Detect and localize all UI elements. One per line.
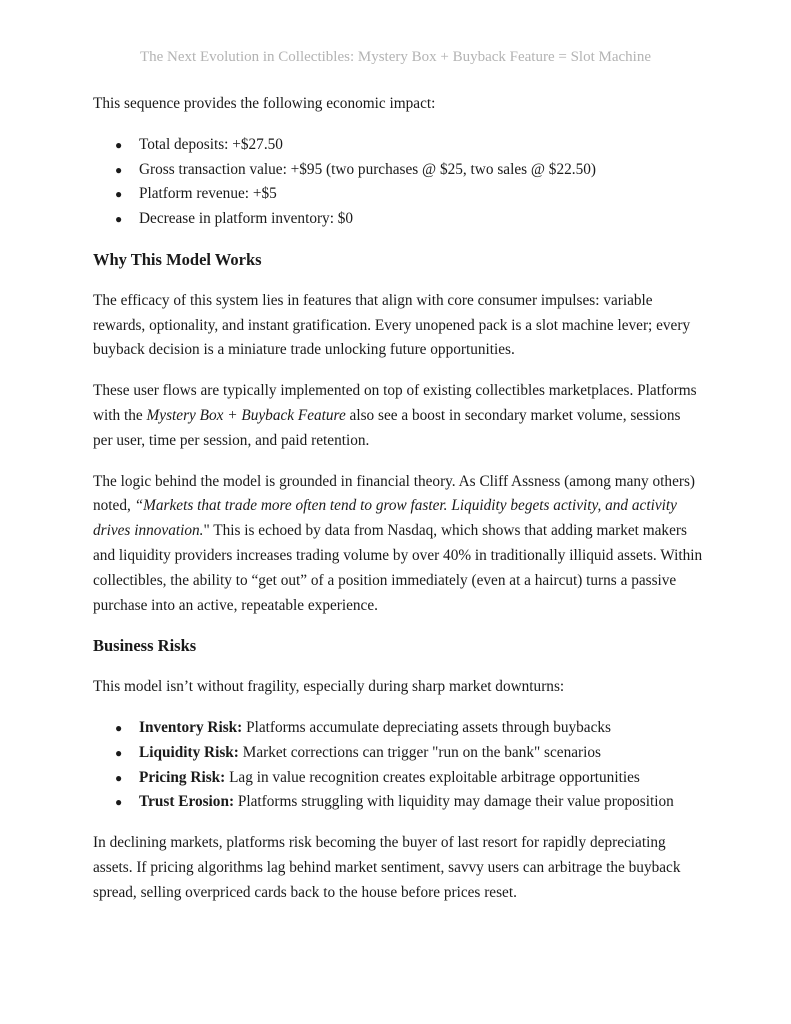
list-item: ● Total deposits: +$27.50 [93, 133, 703, 158]
economic-impact-intro: This sequence provides the following economic impact: [93, 95, 436, 112]
paragraph-declining-markets: In declining markets, platforms risk becoming the buyer of last resort for rapidly depreciating assets. If pricing algorithms lag behind market sentiment, savvy users can arbitrage the buyback spread, selling overpriced cards back to the house before prices reset. [93, 834, 681, 901]
list-item [93, 741, 703, 766]
risk-label: Liquidity Risk: [139, 743, 239, 761]
risk-label: Inventory Risk: [139, 718, 243, 736]
paragraph-user-flows [93, 379, 703, 453]
section-heading-why-model-works: Why This Model Works [93, 249, 262, 269]
feature-name-emphasis: Mystery Box + Buyback Feature [146, 406, 346, 424]
risk-text: Platforms struggling with liquidity may damage their value proposition [234, 793, 674, 811]
quote-emphasis: “Markets that trade more often tend to grow faster. Liquidity begets activity, and activity drives innovation. [93, 497, 677, 540]
text-span: These user flows are typically implemented on top of existing collectibles marketplaces. Platforms with the [93, 382, 697, 424]
paragraph-efficacy: The efficacy of this system lies in features that align with core consumer impulses: variable rewards, optionality, and instant gratification. Every unopened pack is a slot machine lever; every buyback decision is a miniature trade unlocking future opportunities. [93, 291, 691, 359]
page-header: The Next Evolution in Collectibles: Mystery Box + Buyback Feature = Slot Machine [139, 49, 651, 65]
paragraph-financial-theory [93, 470, 703, 619]
list-item [93, 716, 703, 741]
risk-label: Trust Erosion: [139, 793, 235, 811]
economic-impact-list [93, 133, 703, 232]
business-risks-intro: This model isn’t without fragility, especially during sharp market downturns: [93, 678, 565, 696]
article-body [93, 92, 703, 922]
risk-text: Market corrections can trigger "run on the bank" scenarios [238, 743, 601, 761]
risk-label: Pricing Risk: [139, 768, 226, 786]
text-span: " This is echoed by data from Nasdaq, which shows that adding market makers and liquidity providers increases trading volume by over 40% in traditionally illiquid assets. Within collectibles, the ability to “get out” of a position immediately (even at a haircut) turns a passive purchase into an active, repeatable experience. [93, 522, 703, 614]
list-item: ● Gross transaction value: +$95 (two purchases @ $25, two sales @ $22.50) [93, 158, 703, 183]
business-risks-list [93, 716, 703, 815]
risk-text: Platforms accumulate depreciating assets through buybacks [242, 718, 611, 736]
text-span: also see a boost in secondary market volume, sessions per user, time per session, and paid retention. [93, 406, 681, 449]
risk-text: Lag in value recognition creates exploitable arbitrage opportunities [225, 768, 640, 786]
list-item [93, 790, 703, 815]
section-heading-business-risks: Business Risks [93, 636, 197, 656]
text-span: The logic behind the model is grounded in financial theory. As Cliff Assness (among many others) noted, [93, 472, 695, 515]
list-item: ● Decrease in platform inventory: $0 [93, 207, 703, 232]
list-item [93, 766, 703, 791]
list-item: ● Platform revenue: +$5 [93, 182, 703, 207]
